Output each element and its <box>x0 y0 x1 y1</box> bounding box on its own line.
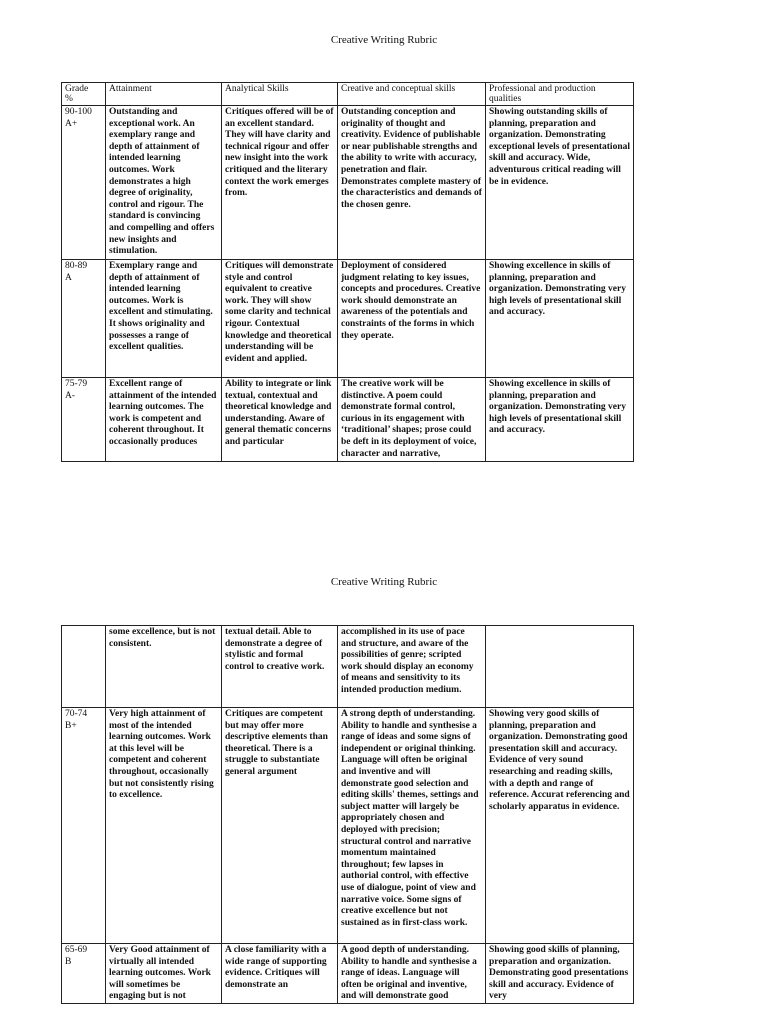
grade-cell: 70-74 B+ <box>62 708 106 944</box>
header-analytical: Analytical Skills <box>222 83 338 106</box>
creative-cell: A strong depth of understanding. Ability to handle and synthesise a range of ideas and some signs of independent or original thinking. Language will often be original and inventive and will demonstrate good selection and editing skills' themes, settings and subject matter will largely be appropriately chosen and deployed with precision; structural control and narrative momentum maintained throughout; few lapses in authorial control, with effective use of dialogue, point of view and narrative voice. Some signs of creative excellence but not sustained as in first-class work. <box>338 708 486 944</box>
header-attainment: Attainment <box>106 83 222 106</box>
analytical-cell: Critiques are competent but may offer more descriptive elements than theoretical. There is a struggle to substantiate general argument <box>222 708 338 944</box>
table-row <box>62 378 634 462</box>
creative-cell: accomplished in its use of pace and structure, and aware of the possibilities of genre; scripted work should display an economy of means and sensitivity to its intended production medium. <box>338 626 486 708</box>
header-creative: Creative and conceptual skills <box>338 83 486 106</box>
professional-cell <box>486 626 634 708</box>
professional-cell: Showing very good skills of planning, preparation and organization. Demonstrating good presentation skill and accuracy. Evidence of very sound researching and reading skills, with a depth and range of reference. Accurat referencing and scholarly apparatus in evidence. <box>486 708 634 944</box>
analytical-cell: Ability to integrate or link textual, contextual and theoretical knowledge and understanding. Aware of general thematic concerns and particular <box>222 378 338 462</box>
attainment-cell: Outstanding and exceptional work. An exemplary range and depth of attainment of intended learning outcomes. Work demonstrates a high degree of originality, control and rigour. The standard is convincing and compelling and offers new insights and stimulation. <box>106 106 222 260</box>
header-row <box>62 83 634 106</box>
professional-cell: Showing outstanding skills of planning, preparation and organization. Demonstrating exceptional levels of presentational skill and accuracy. Wide, adventurous critical reading will be in evidence. <box>486 106 634 260</box>
attainment-cell: Exemplary range and depth of attainment of intended learning outcomes. Work is excellent and stimulating. It shows originality and possesses a range of excellent qualities. <box>106 260 222 378</box>
table-row <box>62 260 634 378</box>
attainment-cell: Very Good attainment of virtually all intended learning outcomes. Work will sometimes be engaging but is not <box>106 944 222 1004</box>
creative-cell: Deployment of considered judgment relating to key issues, concepts and procedures. Creative work should demonstrate an awareness of the potentials and constraints of the forms in which they operate. <box>338 260 486 378</box>
attainment-cell: Excellent range of attainment of the intended learning outcomes. The work is competent and coherent throughout. It occasionally produces <box>106 378 222 462</box>
creative-cell: The creative work will be distinctive. A poem could demonstrate formal control, curious in its engagement with ‘traditional’ shapes; prose could be deft in its deployment of voice, character and narrative, <box>338 378 486 462</box>
page-title-1: Creative Writing Rubric <box>330 34 438 46</box>
rubric-table-2 <box>61 625 634 1004</box>
table-row <box>62 944 634 1004</box>
grade-cell <box>62 626 106 708</box>
table-row <box>62 106 634 260</box>
table-row <box>62 708 634 944</box>
professional-cell: Showing good skills of planning, preparation and organization. Demonstrating good presentations skill and accuracy. Evidence of very <box>486 944 634 1004</box>
analytical-cell: textual detail. Able to demonstrate a degree of stylistic and formal control to creative work. <box>222 626 338 708</box>
grade-cell: 65-69 B <box>62 944 106 1004</box>
analytical-cell: Critiques offered will be of an excellent standard. They will have clarity and technical rigour and offer new insight into the work critiqued and the literary context the work emerges from. <box>222 106 338 260</box>
attainment-cell: Very high attainment of most of the intended learning outcomes. Work at this level will be competent and coherent throughout, occasionally but not consistently rising to excellence. <box>106 708 222 944</box>
header-grade: Grade % <box>62 83 106 106</box>
analytical-cell: Critiques will demonstrate style and control equivalent to creative work. They will show some clarity and technical rigour. Contextual knowledge and theoretical understanding will be evident and applied. <box>222 260 338 378</box>
creative-cell: A good depth of understanding. Ability to handle and synthesise a range of ideas. Language will often be original and inventive, and will demonstrate good <box>338 944 486 1004</box>
grade-cell: 75-79 A- <box>62 378 106 462</box>
creative-cell: Outstanding conception and originality of thought and creativity. Evidence of publishable or near publishable strengths and the ability to write with accuracy, penetration and flair. Demonstrates complete mastery of the characteristics and demands of the chosen genre. <box>338 106 486 260</box>
rubric-table-1 <box>61 82 634 462</box>
page-title-2: Creative Writing Rubric <box>330 576 438 588</box>
professional-cell: Showing excellence in skills of planning, preparation and organization. Demonstrating very high levels of presentational skill and accuracy. <box>486 260 634 378</box>
header-professional: Professional and production qualities <box>486 83 634 106</box>
professional-cell: Showing excellence in skills of planning, preparation and organization. Demonstrating very high levels of presentational skill and accuracy. <box>486 378 634 462</box>
analytical-cell: A close familiarity with a wide range of supporting evidence. Critiques will demonstrate an <box>222 944 338 1004</box>
table-row <box>62 626 634 708</box>
grade-cell: 90-100 A+ <box>62 106 106 260</box>
grade-cell: 80-89 A <box>62 260 106 378</box>
attainment-cell: some excellence, but is not consistent. <box>106 626 222 708</box>
